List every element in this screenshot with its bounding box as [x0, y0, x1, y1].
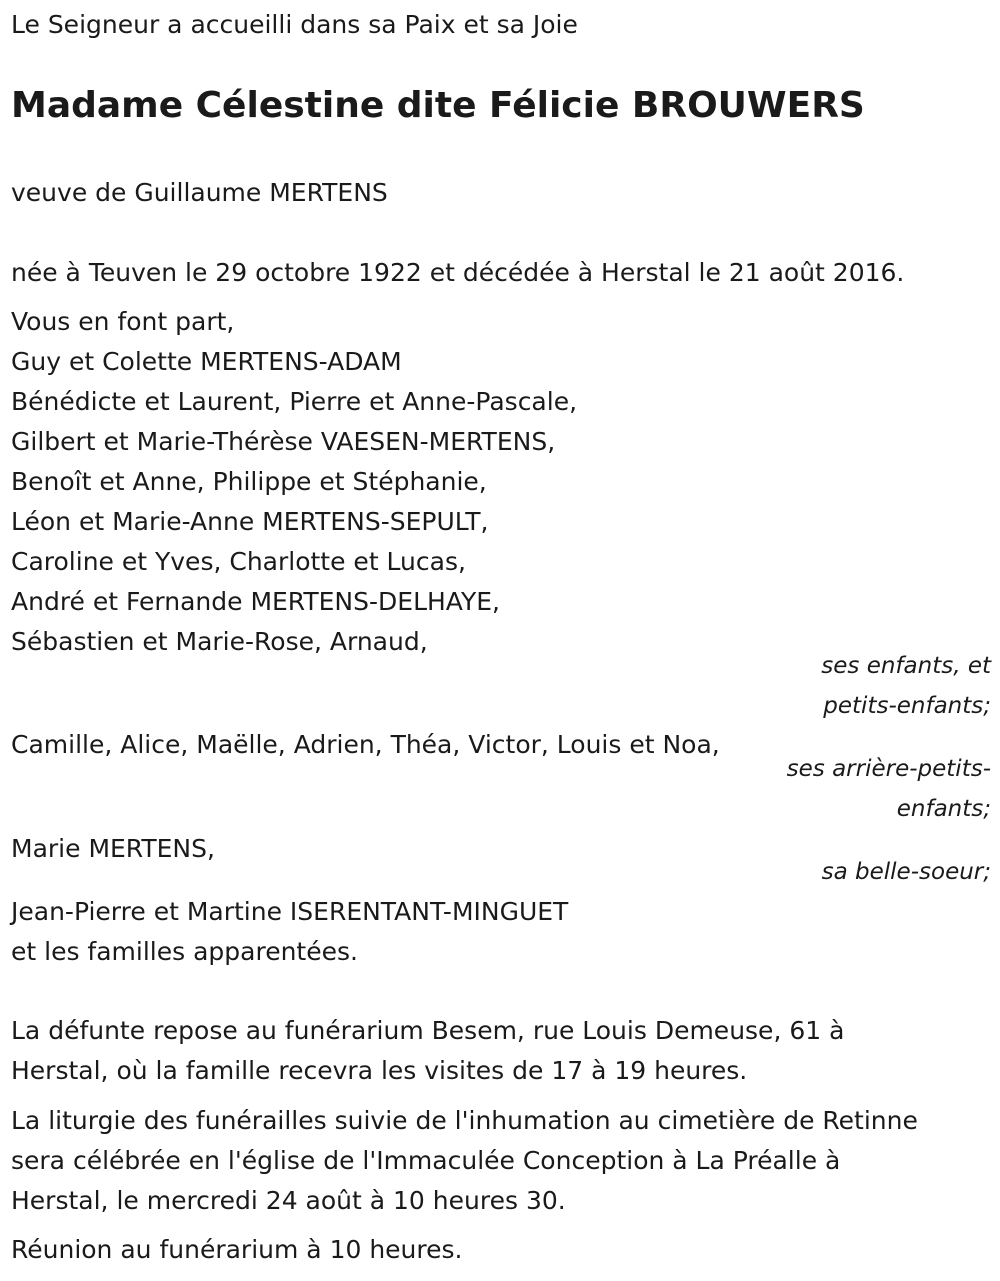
meeting-line: Réunion au funérarium à 10 heures. — [11, 1235, 463, 1264]
family-line: Gilbert et Marie-Thérèse VAESEN-MERTENS, — [11, 427, 556, 456]
rest-line: Herstal, où la famille recevra les visites de 17 à 19 heures. — [11, 1056, 748, 1085]
family-line: Bénédicte et Laurent, Pierre et Anne-Pascale, — [11, 387, 578, 416]
family-line: Benoît et Anne, Philippe et Stéphanie, — [11, 467, 487, 496]
family-line: Guy et Colette MERTENS-ADAM — [11, 347, 402, 376]
family-line: Léon et Marie-Anne MERTENS-SEPULT, — [11, 507, 489, 536]
liturgy-line: La liturgie des funérailles suivie de l'inhumation au cimetière de Retinne — [11, 1106, 918, 1135]
children-role: petits-enfants; — [823, 693, 991, 719]
sister-in-law-line: Marie MERTENS, — [11, 834, 215, 863]
family-line: André et Fernande MERTENS-DELHAYE, — [11, 587, 500, 616]
deceased-name: Madame Célestine dite Félicie BROUWERS — [11, 85, 865, 126]
sister-in-law-role: sa belle-soeur; — [821, 859, 991, 885]
children-role: ses enfants, et — [821, 653, 991, 679]
liturgy-line: sera célébrée en l'église de l'Immaculée Conception à La Préalle à — [11, 1146, 841, 1175]
family-line: Caroline et Yves, Charlotte et Lucas, — [11, 547, 466, 576]
families-line: et les familles apparentées. — [11, 937, 358, 966]
family-line: Sébastien et Marie-Rose, Arnaud, — [11, 627, 428, 656]
widow-line: veuve de Guillaume MERTENS — [11, 178, 388, 207]
great-grandchildren-role: enfants; — [896, 796, 991, 822]
announce-intro: Vous en font part, — [11, 307, 235, 336]
birth-death-line: née à Teuven le 29 octobre 1922 et décédée à Herstal le 21 août 2016. — [11, 258, 905, 287]
intro-text: Le Seigneur a accueilli dans sa Paix et sa Joie — [11, 10, 578, 39]
rest-line: La défunte repose au funérarium Besem, rue Louis Demeuse, 61 à — [11, 1016, 845, 1045]
great-grandchildren-role: ses arrière-petits- — [786, 756, 991, 782]
other-family-line: Jean-Pierre et Martine ISERENTANT-MINGUET — [11, 897, 569, 926]
great-grandchildren-line: Camille, Alice, Maëlle, Adrien, Théa, Victor, Louis et Noa, — [11, 730, 720, 759]
liturgy-line: Herstal, le mercredi 24 août à 10 heures 30. — [11, 1186, 566, 1215]
